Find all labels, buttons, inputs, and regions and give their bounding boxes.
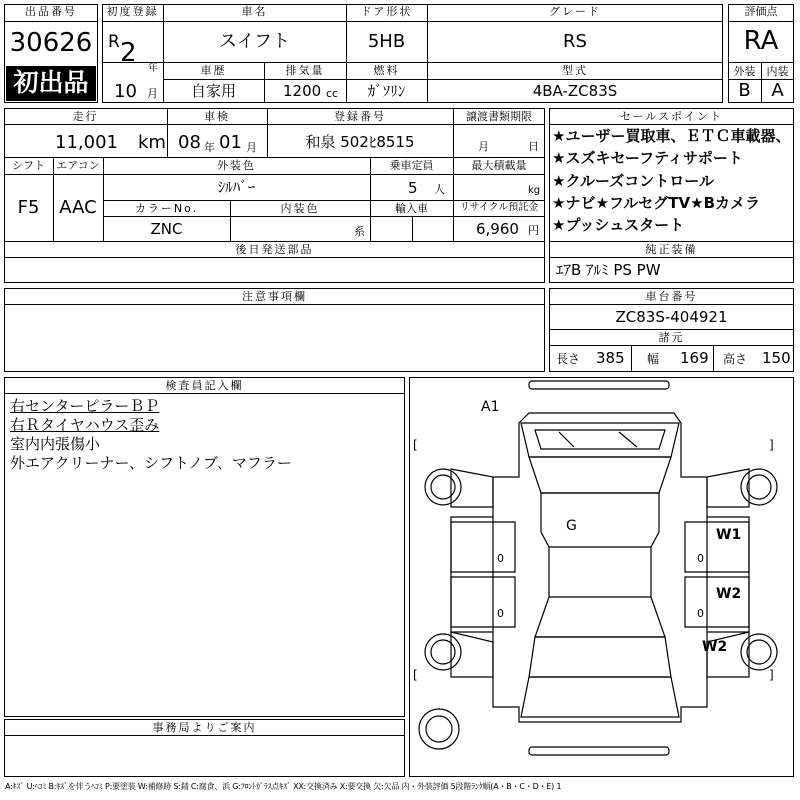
score: RA — [743, 26, 779, 56]
sales-item: ★ナビ★フルセグTV★Bカメラ — [552, 194, 761, 212]
sales-item: ★クルーズコントロール — [552, 172, 714, 190]
shift-label: シフト — [12, 159, 45, 172]
grade: RS — [563, 31, 587, 52]
import-label: 輸入車 — [395, 202, 428, 215]
sales-item: ★スズキセーフティサポート — [552, 149, 743, 167]
int-color-label: 内装色 — [280, 202, 320, 215]
width-label: 幅 — [647, 352, 660, 366]
svg-text:0: 0 — [497, 607, 504, 620]
inspector-line: 右Ｒタイヤハウス歪み — [10, 416, 160, 434]
svg-text:0: 0 — [497, 552, 504, 565]
length: 385 — [596, 349, 625, 367]
ext-color-label: 外装色 — [217, 159, 256, 172]
recycle-label: リサイクル預託金 — [459, 202, 539, 213]
era: R — [108, 32, 120, 52]
door-label: ドア形状 — [360, 5, 413, 18]
inspector-line: 右センターピラーＢＰ — [10, 397, 160, 415]
plate-label: 登録番号 — [334, 110, 386, 123]
inspection-label: 車検 — [204, 110, 230, 123]
first-listing-text: 初出品 — [13, 68, 89, 97]
sales-item: ★プッシュスタート — [552, 216, 685, 234]
ext-grade: B — [738, 80, 751, 101]
inspector-line: 外エアクリーナー、シフトノブ、マフラー — [10, 454, 292, 472]
equipment: ｴｱB ｱﾙﾐ PS PW — [556, 261, 661, 279]
inspection-year-unit: 年 — [204, 141, 215, 154]
height-label: 高さ — [723, 352, 748, 366]
lot-number: 30626 — [9, 28, 93, 58]
lot-label: 出品番号 — [25, 5, 77, 18]
svg-text:0: 0 — [697, 607, 704, 620]
plate: 和泉 502ﾋ8515 — [305, 133, 415, 151]
inspection-month-unit: 月 — [246, 141, 257, 154]
displacement-unit: cc — [326, 87, 339, 100]
mileage-label: 走行 — [72, 110, 99, 123]
reg-year: 2 — [120, 38, 137, 68]
int-grade: A — [771, 80, 784, 101]
capacity-label: 乗車定員 — [389, 159, 434, 172]
displacement-label: 排気量 — [285, 64, 325, 77]
inspector-line: 室内内張傷小 — [10, 435, 101, 453]
later-parts-label: 後日発送部品 — [235, 243, 314, 256]
grade-label: グレード — [549, 5, 601, 18]
inspection-year: 08 — [178, 132, 201, 153]
load-label: 最大積載量 — [471, 159, 527, 172]
recycle-unit: 円 — [528, 224, 539, 237]
reg-month: 10 — [114, 81, 137, 102]
transfer-label: 譲渡書類期限 — [466, 110, 532, 123]
width: 169 — [680, 349, 709, 367]
history: 自家用 — [190, 82, 236, 100]
color-no: ZNC — [150, 220, 183, 238]
year-unit: 年 — [148, 63, 158, 74]
damage-mark: W2 — [702, 639, 728, 655]
shift: F5 — [17, 197, 40, 218]
capacity-unit: 人 — [434, 183, 445, 196]
inspector-label: 検査員記入欄 — [165, 379, 244, 392]
sales-item: ★ユーザー買取車、ＥＴＣ車載器、 — [552, 127, 791, 145]
model: 4BA-ZC83S — [532, 82, 618, 100]
first-reg-label: 初度登録 — [106, 5, 159, 18]
equipment-label: 純正装備 — [645, 243, 698, 256]
sales-label: セールスポイント — [619, 110, 723, 123]
spec-label: 諸元 — [658, 331, 685, 344]
ext-color: ｼﾙﾊﾞｰ — [217, 178, 256, 196]
fuel: ｶﾞｿﾘﾝ — [367, 82, 406, 100]
svg-text:]: ] — [769, 668, 774, 682]
legend: A:ｷｽﾞ U:ﾍｺﾐ B:ｷｽﾞを伴うﾍｺﾐ P:要塗装 W:補修跡 S:錆 C:腐食、浜 G:ﾌﾛﾝﾄｶﾞﾗｽ点ｷｽﾞ XX:交換済み X:要交換 欠:欠品 内・外装評価 5段階ﾗﾝｸ順(A・B・C・D・E) 1 — [5, 782, 562, 791]
capacity: 5 — [408, 179, 418, 197]
month-unit: 月 — [147, 87, 158, 100]
length-label: 長さ — [556, 352, 581, 366]
car-name: スイフト — [218, 31, 291, 52]
transfer-month: 月 — [478, 140, 489, 153]
door-type: 5HB — [367, 31, 406, 52]
svg-text:]: ] — [769, 438, 774, 452]
model-label: 型式 — [562, 64, 588, 77]
transfer-day: 日 — [528, 140, 539, 153]
displacement: 1200 — [283, 82, 322, 100]
damage-mark: G — [566, 518, 577, 534]
notes-label: 注意事項欄 — [242, 290, 307, 303]
history-label: 車歴 — [200, 64, 227, 77]
ac-label: エアコン — [56, 159, 100, 172]
inspection-month: 01 — [219, 132, 242, 153]
mileage: 11,001 — [55, 132, 118, 153]
damage-mark: W2 — [716, 586, 742, 602]
svg-text:[: [ — [413, 668, 418, 682]
fuel-label: 燃料 — [373, 64, 400, 77]
damage-mark: W1 — [716, 527, 742, 543]
ac: AAC — [59, 197, 97, 218]
svg-text:0: 0 — [697, 552, 704, 565]
load-unit: kg — [528, 185, 541, 196]
car-name-label: 車名 — [241, 5, 268, 18]
height: 150 — [762, 349, 791, 367]
mileage-unit: km — [138, 132, 166, 153]
office-label: 事務局よりご案内 — [152, 721, 257, 734]
ext-grade-label: 外装 — [733, 65, 756, 78]
int-color-suffix: 系 — [354, 225, 365, 238]
color-no-label: カラーNo. — [134, 202, 199, 215]
car-body-diagram — [409, 377, 794, 777]
svg-text:[: [ — [413, 438, 418, 452]
vehicle-info-box — [4, 108, 545, 242]
recycle: 6,960 — [476, 220, 519, 238]
int-grade-label: 内装 — [766, 65, 789, 78]
chassis-number: ZC83S-404921 — [615, 308, 728, 326]
damage-mark: A1 — [481, 399, 500, 415]
score-label: 評価点 — [744, 5, 778, 18]
chassis-label: 車台番号 — [645, 290, 698, 303]
